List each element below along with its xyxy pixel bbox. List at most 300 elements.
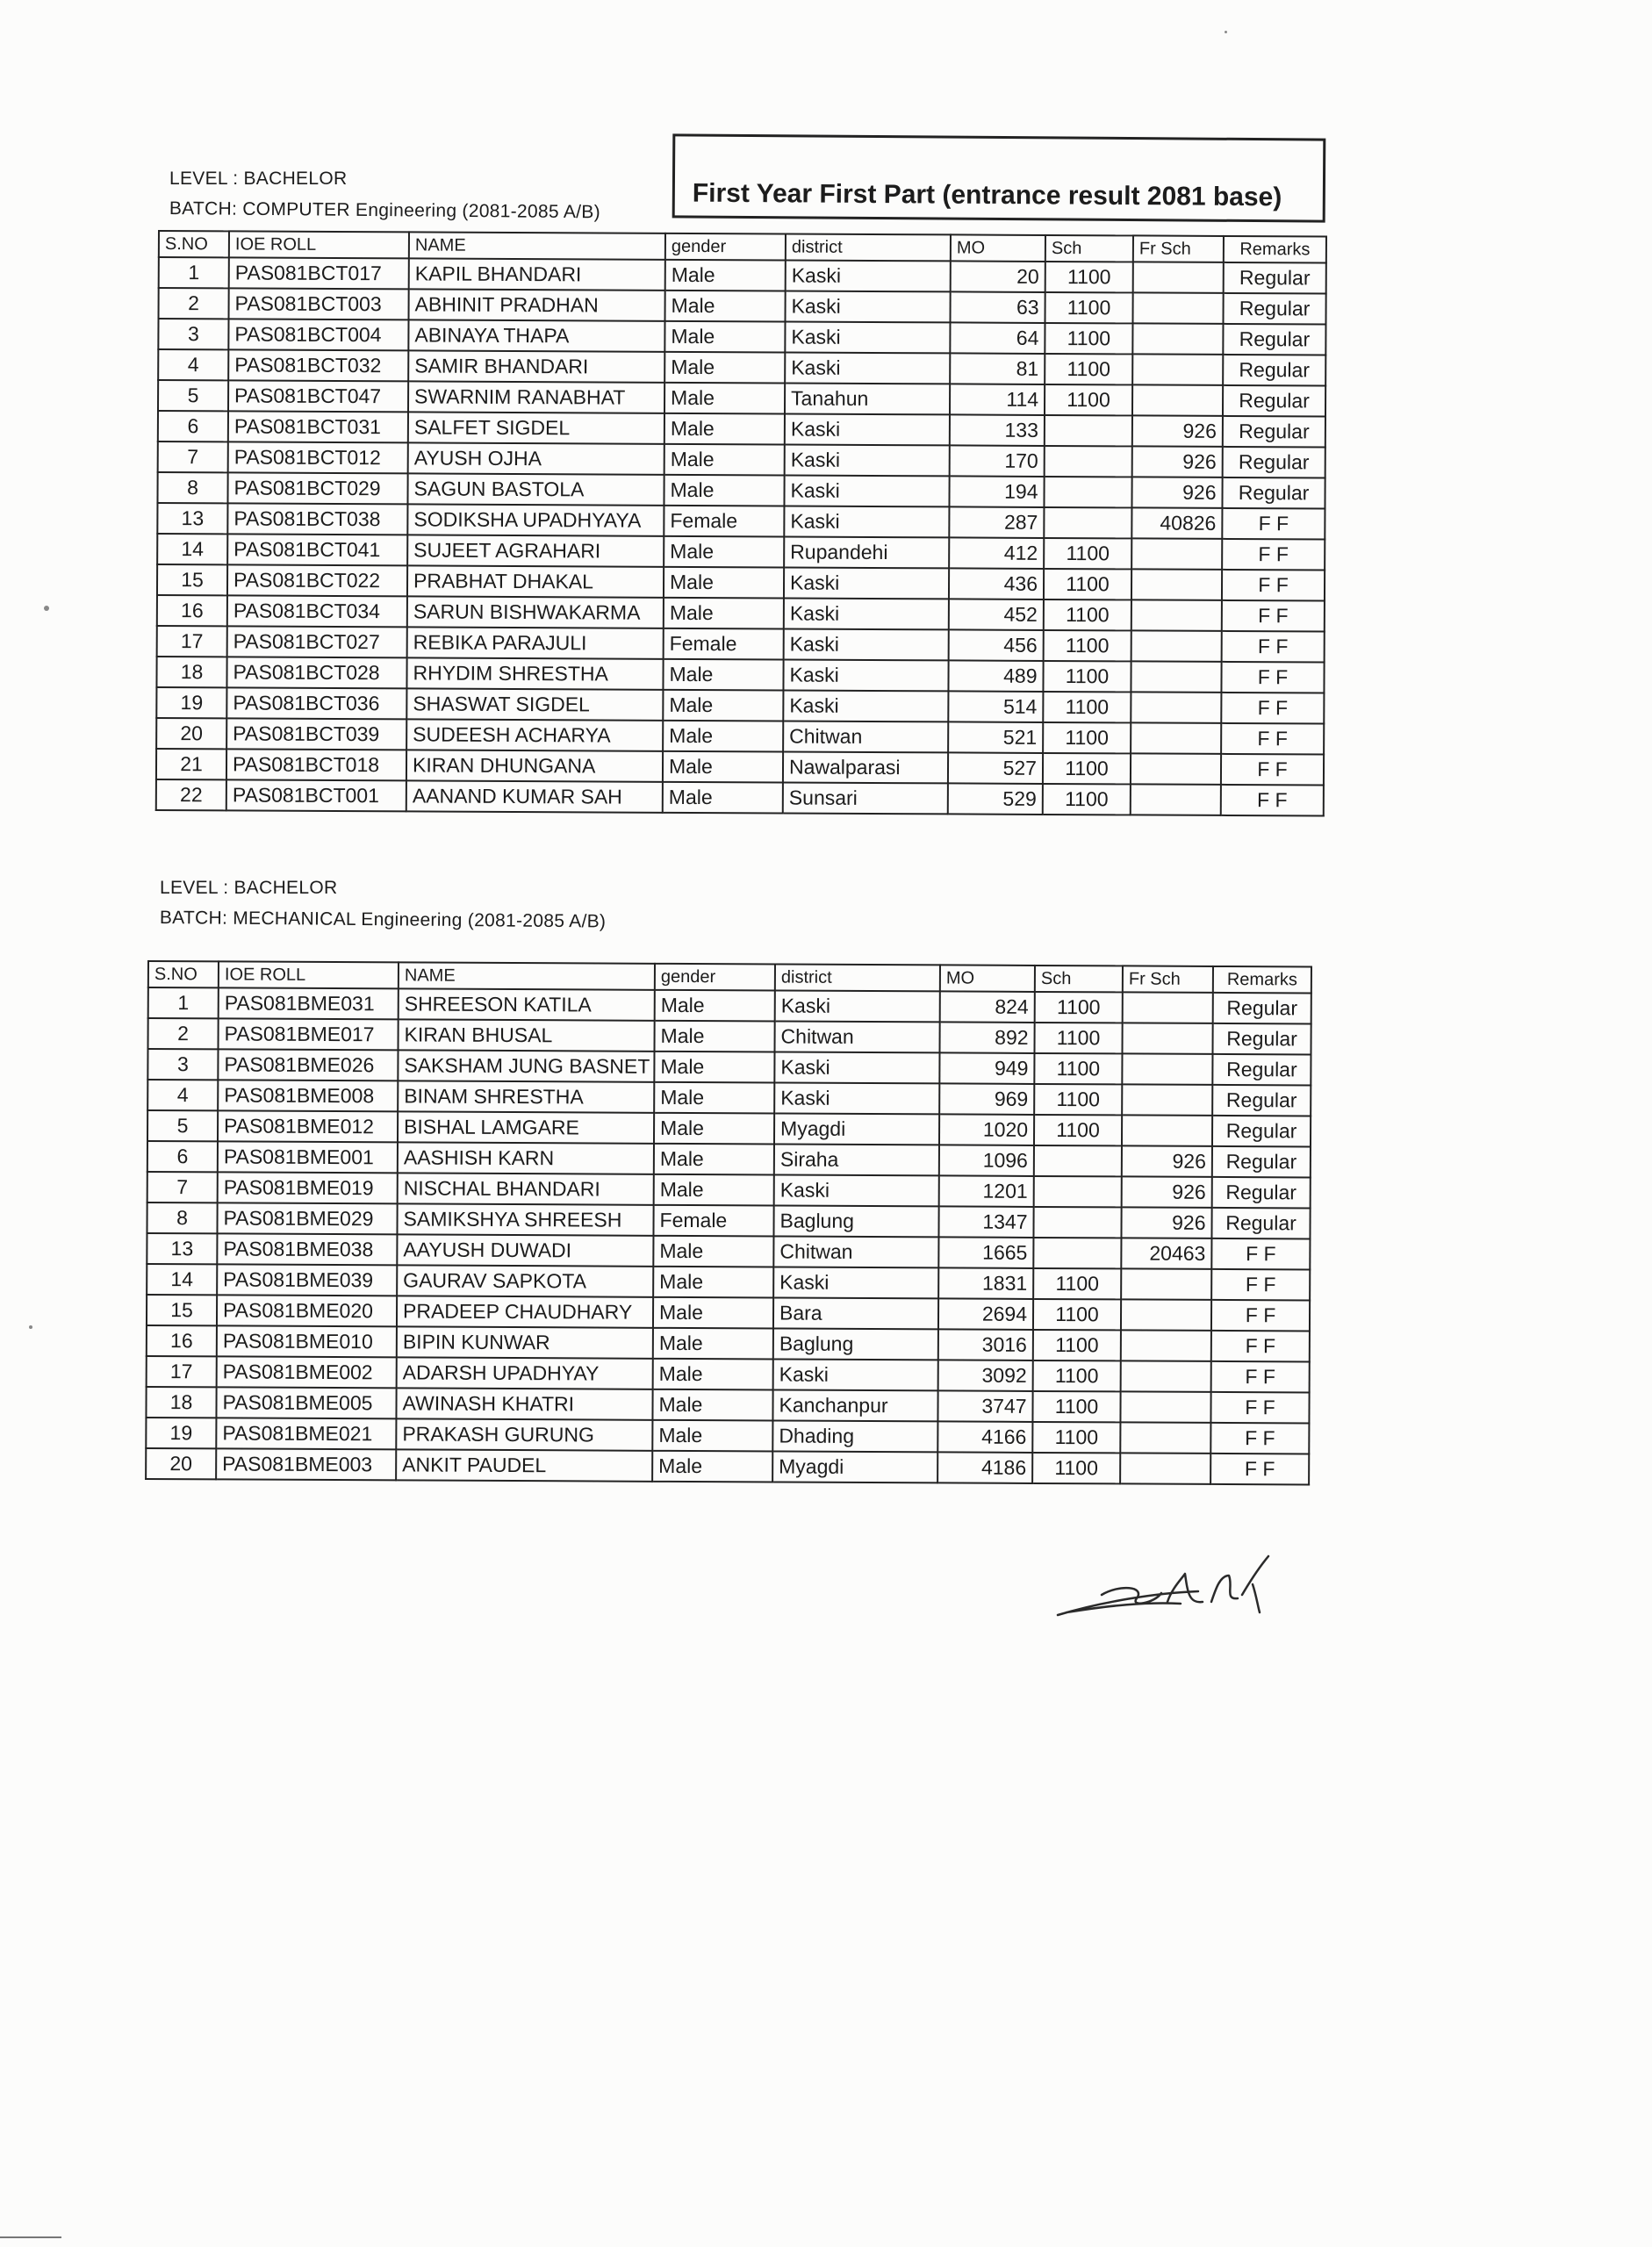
cell-district: Kaski — [784, 598, 949, 629]
cell-district: Myagdi — [774, 1113, 939, 1145]
cell-sch — [1044, 507, 1131, 538]
cell-remarks: Regular — [1212, 1054, 1311, 1086]
cell-ioe-roll: PAS081BME002 — [217, 1356, 397, 1388]
cell-sch — [1034, 1145, 1122, 1176]
cell-mo: 1347 — [938, 1206, 1033, 1238]
cell-district: Bara — [773, 1297, 938, 1329]
cell-remarks: F F — [1211, 1300, 1310, 1332]
cell-fr-sch — [1121, 1268, 1211, 1300]
cell-fr-sch: 926 — [1132, 446, 1223, 477]
cell-gender: Female — [664, 506, 784, 537]
cell-fr-sch — [1120, 1422, 1210, 1454]
scan-speck — [44, 606, 49, 611]
cell-gender: Male — [654, 1082, 774, 1114]
cell-name: AWINASH KHATRI — [396, 1388, 652, 1419]
batch-label-computer: BATCH: COMPUTER Engineering (2081-2085 A/B) — [169, 198, 601, 223]
cell-sno: 17 — [147, 1356, 217, 1387]
cell-sno: 2 — [159, 288, 229, 319]
cell-name: RHYDIM SHRESTHA — [406, 657, 663, 689]
cell-ioe-roll: PAS081BCT031 — [228, 411, 408, 442]
cell-sch: 1100 — [1034, 1053, 1122, 1084]
cell-gender: Male — [654, 1052, 774, 1083]
cell-ioe-roll: PAS081BME020 — [217, 1295, 397, 1326]
cell-mo: 287 — [949, 506, 1044, 538]
cell-remarks: F F — [1211, 1361, 1310, 1393]
cell-gender: Male — [653, 1236, 773, 1267]
cell-district: Nawalparasi — [783, 751, 948, 783]
cell-remarks: Regular — [1224, 262, 1326, 294]
handwritten-signature — [1049, 1540, 1286, 1628]
cell-district: Kanchanpur — [772, 1389, 937, 1421]
cell-name: ABHINIT PRADHAN — [409, 289, 665, 320]
cell-district: Chitwan — [773, 1236, 938, 1267]
cell-gender: Male — [664, 598, 784, 629]
cell-district: Myagdi — [772, 1451, 937, 1482]
computer-engineering-table — [155, 230, 1327, 817]
cell-ioe-roll: PAS081BCT028 — [226, 657, 406, 688]
cell-remarks: Regular — [1223, 324, 1325, 355]
cell-sch: 1100 — [1045, 292, 1132, 323]
cell-sch: 1100 — [1044, 630, 1131, 661]
document-title-box — [672, 133, 1326, 222]
cell-remarks: Regular — [1212, 1116, 1311, 1147]
cell-fr-sch — [1121, 1330, 1211, 1361]
cell-gender: Female — [664, 628, 784, 660]
cell-sch: 1100 — [1044, 569, 1131, 599]
cell-remarks: F F — [1221, 662, 1324, 693]
cell-fr-sch — [1131, 784, 1221, 815]
level-label-mechanical: LEVEL : BACHELOR — [160, 878, 338, 898]
cell-name: SARUN BISHWAKARMA — [407, 596, 664, 628]
col-header-sno: S.NO — [148, 961, 219, 987]
col-header-gender: gender — [665, 233, 786, 261]
cell-sno: 20 — [156, 718, 226, 749]
cell-ioe-roll: PAS081BME005 — [216, 1387, 396, 1418]
cell-gender: Male — [653, 1328, 773, 1360]
cell-remarks: F F — [1221, 693, 1324, 724]
cell-sno: 5 — [158, 380, 228, 411]
col-header-ioe-roll: IOE ROLL — [229, 231, 409, 258]
cell-gender: Male — [663, 751, 783, 783]
cell-sno: 19 — [146, 1418, 216, 1448]
cell-mo: 81 — [950, 353, 1045, 384]
cell-remarks: F F — [1221, 754, 1324, 786]
cell-sch — [1045, 415, 1132, 446]
cell-district: Sunsari — [783, 782, 948, 814]
cell-district: Kaski — [783, 690, 948, 721]
cell-district: Kaski — [786, 260, 951, 291]
cell-name: REBIKA PARAJULI — [407, 627, 664, 658]
level-label-computer: LEVEL : BACHELOR — [169, 169, 348, 189]
cell-gender: Male — [652, 1389, 772, 1421]
cell-gender: Male — [652, 1420, 772, 1452]
cell-gender: Male — [652, 1451, 772, 1482]
cell-district: Kaski — [775, 990, 940, 1022]
cell-district: Kaski — [785, 291, 950, 322]
cell-gender: Male — [664, 536, 784, 568]
cell-remarks: F F — [1221, 785, 1324, 816]
cell-remarks: Regular — [1223, 355, 1325, 386]
cell-gender: Female — [653, 1205, 773, 1237]
cell-fr-sch — [1131, 569, 1222, 600]
cell-gender: Male — [654, 1174, 774, 1206]
cell-sno: 3 — [158, 319, 228, 349]
cell-name: AAYUSH DUWADI — [397, 1234, 653, 1266]
cell-district: Kaski — [785, 352, 950, 384]
cell-mo: 514 — [948, 691, 1043, 722]
cell-gender: Male — [663, 659, 783, 691]
cell-fr-sch — [1122, 1023, 1212, 1054]
col-header-gender: gender — [655, 964, 775, 991]
cell-gender: Male — [663, 690, 783, 721]
cell-fr-sch: 20463 — [1121, 1238, 1211, 1269]
cell-sch: 1100 — [1032, 1453, 1120, 1483]
table-row — [146, 1448, 1309, 1484]
cell-ioe-roll: PAS081BME029 — [217, 1202, 397, 1234]
cell-ioe-roll: PAS081BME039 — [217, 1264, 397, 1296]
cell-remarks: Regular — [1212, 1023, 1311, 1055]
cell-sch: 1100 — [1045, 384, 1132, 415]
cell-district: Kaski — [783, 659, 948, 691]
cell-sno: 20 — [146, 1448, 216, 1479]
cell-fr-sch — [1132, 384, 1223, 416]
cell-fr-sch — [1122, 1115, 1212, 1146]
cell-name: SALFET SIGDEL — [408, 412, 664, 443]
cell-mo: 969 — [939, 1083, 1034, 1115]
cell-fr-sch — [1131, 722, 1221, 754]
cell-sno: 15 — [157, 564, 227, 595]
cell-fr-sch — [1131, 753, 1221, 785]
cell-mo: 1096 — [939, 1145, 1034, 1176]
cell-name: SAMIR BHANDARI — [408, 350, 664, 382]
cell-gender: Male — [665, 260, 786, 291]
cell-ioe-roll: PAS081BCT038 — [227, 503, 407, 535]
col-header-sno: S.NO — [159, 231, 229, 257]
cell-fr-sch: 926 — [1122, 1176, 1212, 1208]
cell-gender: Male — [664, 444, 785, 476]
cell-sch: 1100 — [1033, 1299, 1121, 1330]
cell-fr-sch — [1123, 992, 1213, 1023]
cell-district: Kaski — [785, 444, 950, 476]
cell-mo: 133 — [950, 414, 1045, 446]
cell-district: Rupandehi — [784, 536, 949, 568]
cell-district: Baglung — [773, 1205, 938, 1237]
cell-ioe-roll: PAS081BCT047 — [228, 380, 408, 412]
cell-district: Kaski — [784, 475, 949, 506]
cell-name: AASHISH KARN — [398, 1142, 654, 1174]
cell-ioe-roll: PAS081BCT041 — [227, 534, 407, 565]
cell-gender: Male — [664, 383, 785, 414]
cell-fr-sch — [1131, 661, 1221, 693]
cell-fr-sch — [1133, 262, 1224, 293]
cell-fr-sch — [1131, 692, 1221, 723]
cell-district: Kaski — [784, 506, 949, 537]
cell-mo: 1665 — [938, 1237, 1033, 1268]
cell-sch: 1100 — [1033, 1360, 1121, 1391]
cell-remarks: Regular — [1212, 1146, 1311, 1178]
cell-sno: 2 — [148, 1018, 219, 1049]
cell-mo: 436 — [949, 568, 1044, 599]
cell-fr-sch: 926 — [1121, 1207, 1211, 1238]
scan-speck — [1225, 31, 1227, 33]
cell-district: Chitwan — [774, 1021, 939, 1052]
cell-ioe-roll: PAS081BCT003 — [229, 288, 409, 319]
cell-sno: 19 — [156, 687, 226, 718]
cell-remarks: F F — [1222, 600, 1325, 632]
cell-gender: Male — [664, 291, 785, 322]
cell-fr-sch — [1131, 630, 1222, 662]
cell-sno: 6 — [147, 1141, 218, 1172]
cell-ioe-roll: PAS081BME026 — [218, 1049, 398, 1080]
cell-ioe-roll: PAS081BCT034 — [227, 595, 407, 627]
cell-name: KAPIL BHANDARI — [409, 258, 665, 290]
cell-sch: 1100 — [1034, 1023, 1122, 1053]
cell-sch: 1100 — [1033, 1268, 1121, 1299]
cell-remarks: Regular — [1223, 385, 1325, 417]
cell-name: GAURAV SAPKOTA — [397, 1265, 653, 1296]
cell-sch: 1100 — [1043, 661, 1131, 692]
cell-ioe-roll: PAS081BCT004 — [228, 319, 408, 350]
cell-sch — [1033, 1238, 1121, 1268]
cell-ioe-roll: PAS081BME001 — [218, 1141, 398, 1173]
cell-mo: 63 — [950, 291, 1045, 323]
cell-sno: 1 — [148, 987, 219, 1018]
cell-sch: 1100 — [1043, 722, 1131, 753]
cell-mo: 1831 — [938, 1267, 1033, 1299]
cell-name: BIPIN KUNWAR — [397, 1326, 653, 1358]
cell-gender: Male — [664, 475, 784, 506]
cell-gender: Male — [663, 782, 783, 814]
cell-name: ABINAYA THAPA — [408, 319, 664, 351]
cell-fr-sch — [1132, 323, 1223, 355]
cell-remarks: Regular — [1212, 1177, 1311, 1209]
cell-name: BISHAL LAMGARE — [398, 1111, 654, 1143]
cell-gender: Male — [664, 321, 785, 353]
cell-remarks: Regular — [1211, 1208, 1310, 1239]
cell-gender: Male — [664, 352, 785, 384]
col-header-district: district — [786, 233, 951, 261]
cell-district: Dhading — [772, 1420, 937, 1452]
cell-sno: 18 — [146, 1387, 216, 1418]
cell-name: AANAND KUMAR SAH — [406, 780, 663, 812]
cell-ioe-roll: PAS081BME012 — [218, 1110, 398, 1142]
cell-district: Tanahun — [785, 383, 950, 414]
cell-ioe-roll: PAS081BCT022 — [227, 564, 407, 596]
cell-sno: 7 — [147, 1172, 218, 1202]
cell-mo: 2694 — [938, 1298, 1033, 1330]
cell-fr-sch — [1120, 1391, 1210, 1423]
cell-mo: 194 — [949, 476, 1044, 507]
cell-sch — [1034, 1176, 1122, 1207]
cell-name: AYUSH OJHA — [408, 442, 664, 474]
cell-fr-sch — [1121, 1360, 1211, 1392]
col-header-ioe-roll: IOE ROLL — [219, 961, 399, 988]
col-header-name: NAME — [409, 232, 665, 259]
cell-mo: 3747 — [937, 1390, 1032, 1422]
cell-fr-sch — [1131, 599, 1222, 631]
cell-remarks: F F — [1222, 539, 1325, 571]
col-header-name: NAME — [399, 962, 655, 989]
cell-gender: Male — [654, 1113, 774, 1145]
col-header-fr-sch: Fr Sch — [1133, 235, 1224, 262]
cell-mo: 452 — [949, 599, 1044, 630]
mechanical-engineering-table — [145, 960, 1312, 1485]
cell-gender: Male — [654, 1021, 774, 1052]
cell-fr-sch — [1132, 292, 1223, 324]
cell-remarks: Regular — [1223, 416, 1325, 448]
cell-district: Kaski — [773, 1359, 938, 1390]
cell-ioe-roll: PAS081BME010 — [217, 1325, 397, 1357]
cell-remarks: Regular — [1223, 293, 1325, 325]
cell-sch: 1100 — [1045, 262, 1133, 292]
cell-sno: 13 — [147, 1233, 217, 1264]
cell-mo: 949 — [939, 1052, 1034, 1084]
cell-remarks: Regular — [1222, 477, 1325, 509]
cell-mo: 892 — [939, 1022, 1034, 1053]
document-title: First Year First Part (entrance result 2081 base) — [692, 178, 1282, 212]
cell-remarks: Regular — [1223, 447, 1325, 478]
cell-district: Kaski — [784, 628, 949, 660]
cell-mo: 4186 — [937, 1452, 1032, 1483]
cell-district: Kaski — [774, 1052, 939, 1083]
cell-sno: 21 — [156, 749, 226, 779]
col-header-district: district — [775, 964, 940, 991]
cell-ioe-roll: PAS081BCT017 — [229, 257, 409, 289]
cell-mo: 489 — [948, 660, 1043, 692]
cell-sch — [1033, 1207, 1121, 1238]
cell-sno: 8 — [147, 1202, 217, 1233]
cell-sch: 1100 — [1032, 1422, 1120, 1453]
cell-district: Kaski — [773, 1267, 938, 1298]
cell-name: SAGUN BASTOLA — [407, 473, 664, 505]
cell-name: SHREESON KATILA — [399, 988, 655, 1020]
col-header-mo: MO — [940, 965, 1035, 992]
cell-sno: 1 — [159, 257, 229, 288]
cell-sch: 1100 — [1043, 692, 1131, 722]
cell-name: SUDEESH ACHARYA — [406, 719, 663, 750]
computer-table-body — [156, 257, 1326, 815]
cell-sno: 15 — [147, 1295, 217, 1325]
cell-sch: 1100 — [1032, 1391, 1120, 1422]
mechanical-table-body — [146, 987, 1311, 1484]
cell-remarks: F F — [1222, 508, 1325, 540]
cell-remarks: F F — [1211, 1269, 1310, 1301]
cell-sch: 1100 — [1033, 1330, 1121, 1360]
cell-gender: Male — [663, 721, 783, 752]
cell-sch: 1100 — [1034, 1084, 1122, 1115]
cell-gender: Male — [653, 1297, 773, 1329]
col-header-fr-sch: Fr Sch — [1123, 966, 1213, 993]
cell-sno: 4 — [147, 1080, 218, 1110]
cell-ioe-roll: PAS081BCT036 — [226, 687, 406, 719]
scan-edge-mark — [0, 2236, 61, 2238]
cell-sch: 1100 — [1044, 538, 1131, 569]
cell-ioe-roll: PAS081BCT001 — [226, 779, 406, 811]
cell-mo: 1201 — [939, 1175, 1034, 1207]
cell-sno: 7 — [158, 442, 228, 472]
cell-sno: 6 — [158, 411, 228, 442]
cell-remarks: F F — [1222, 570, 1325, 601]
cell-mo: 114 — [950, 384, 1045, 415]
cell-ioe-roll: PAS081BCT027 — [227, 626, 407, 657]
cell-sno: 18 — [156, 657, 226, 687]
cell-mo: 64 — [950, 322, 1045, 354]
cell-name: SHASWAT SIGDEL — [406, 688, 663, 720]
cell-sno: 4 — [158, 349, 228, 380]
cell-district: Kaski — [785, 413, 950, 445]
cell-remarks: F F — [1210, 1423, 1309, 1454]
cell-name: ANKIT PAUDEL — [396, 1449, 652, 1481]
cell-name: ADARSH UPADHYAY — [397, 1357, 653, 1389]
cell-gender: Male — [664, 567, 784, 599]
cell-fr-sch: 926 — [1132, 415, 1223, 447]
cell-remarks: Regular — [1213, 993, 1311, 1024]
cell-fr-sch — [1122, 1084, 1212, 1116]
cell-sno: 14 — [147, 1264, 217, 1295]
cell-sch: 1100 — [1045, 323, 1132, 354]
cell-sch: 1100 — [1044, 599, 1131, 630]
cell-name: SAKSHAM JUNG BASNET — [398, 1050, 654, 1081]
cell-name: PRAKASH GURUNG — [396, 1418, 652, 1450]
cell-mo: 529 — [948, 783, 1043, 815]
cell-remarks: F F — [1210, 1454, 1309, 1485]
cell-fr-sch — [1120, 1453, 1210, 1484]
cell-name: PRADEEP CHAUDHARY — [397, 1296, 653, 1327]
cell-mo: 824 — [940, 991, 1035, 1023]
cell-sno: 13 — [157, 503, 227, 534]
cell-sch: 1100 — [1034, 1115, 1122, 1145]
cell-sch: 1100 — [1043, 784, 1131, 815]
cell-name: KIRAN DHUNGANA — [406, 750, 663, 781]
cell-ioe-roll: PAS081BCT039 — [226, 718, 406, 750]
cell-mo: 456 — [949, 629, 1044, 661]
cell-gender: Male — [653, 1359, 773, 1390]
cell-fr-sch: 40826 — [1131, 507, 1222, 539]
cell-district: Siraha — [774, 1144, 939, 1175]
cell-sno: 3 — [147, 1049, 218, 1080]
cell-name: KIRAN BHUSAL — [399, 1019, 655, 1051]
cell-fr-sch — [1121, 1299, 1211, 1331]
cell-sch: 1100 — [1045, 354, 1132, 384]
cell-fr-sch: 926 — [1131, 477, 1222, 508]
batch-label-mechanical: BATCH: MECHANICAL Engineering (2081-2085 A/B) — [159, 908, 607, 932]
cell-sno: 5 — [147, 1110, 218, 1141]
cell-sno: 17 — [157, 626, 227, 657]
cell-sno: 22 — [156, 779, 226, 810]
cell-fr-sch: 926 — [1122, 1145, 1212, 1177]
cell-sch — [1044, 477, 1131, 507]
cell-mo: 170 — [950, 445, 1045, 477]
cell-sno: 8 — [157, 472, 227, 503]
cell-ioe-roll: PAS081BME031 — [219, 987, 399, 1019]
cell-name: SODIKSHA UPADHYAYA — [407, 504, 664, 535]
col-header-remarks: Remarks — [1213, 966, 1311, 994]
cell-ioe-roll: PAS081BCT029 — [227, 472, 407, 504]
cell-name: SUJEET AGRAHARI — [407, 535, 664, 566]
cell-name: SWARNIM RANABHAT — [408, 381, 664, 413]
col-header-remarks: Remarks — [1224, 236, 1326, 263]
cell-sch: 1100 — [1035, 992, 1123, 1023]
cell-ioe-roll: PAS081BCT032 — [228, 349, 408, 381]
cell-district: Chitwan — [783, 721, 948, 752]
cell-ioe-roll: PAS081BME008 — [218, 1080, 398, 1111]
cell-sno: 16 — [157, 595, 227, 626]
cell-sno: 14 — [157, 534, 227, 564]
cell-district: Kaski — [785, 321, 950, 353]
cell-remarks: F F — [1222, 631, 1325, 663]
cell-ioe-roll: PAS081BME003 — [216, 1448, 396, 1480]
cell-remarks: F F — [1211, 1331, 1310, 1362]
